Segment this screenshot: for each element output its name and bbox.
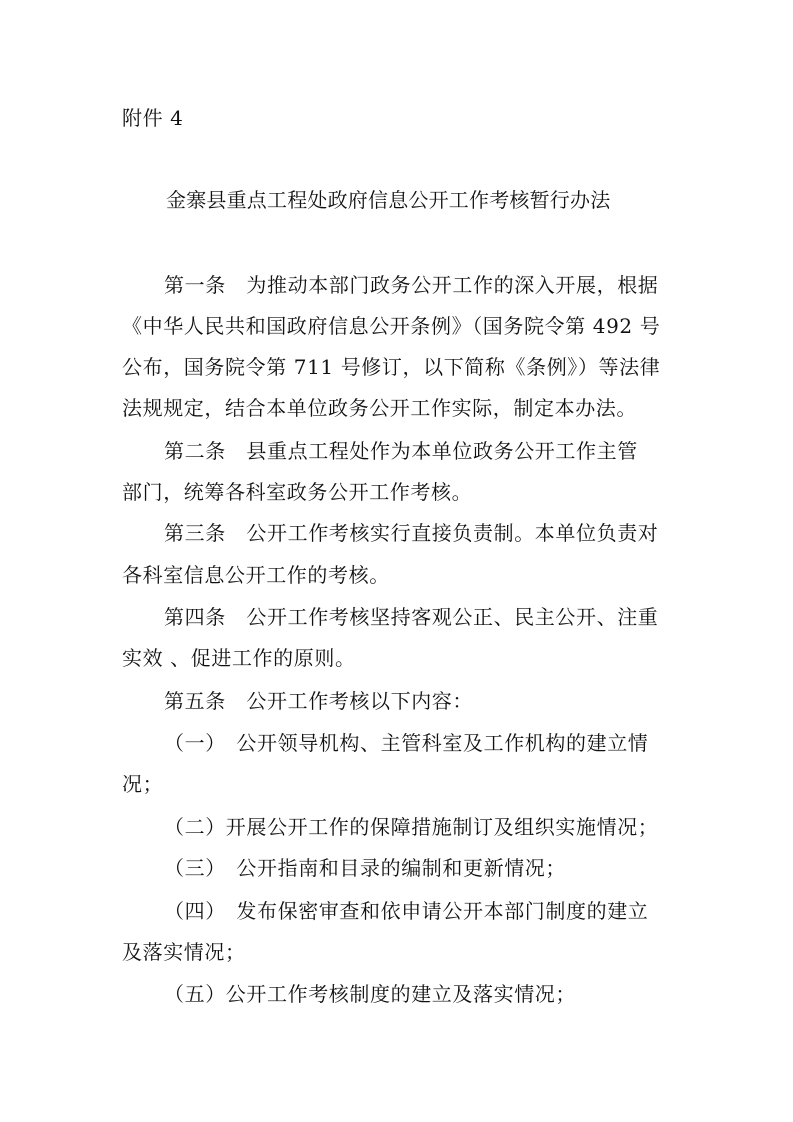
item-5-line-1: （五）公开工作考核制度的建立及落实情况；: [164, 982, 576, 1006]
article-1-line-3: 公布，国务院令第 711 号修订，以下简称《条例》）等法律: [122, 355, 661, 379]
article-5-line-1: 第五条 公开工作考核以下内容：: [164, 689, 473, 713]
article-2-line-2: 部门，统筹各科室政务公开工作考核。: [122, 480, 473, 504]
item-1-line-2: 况；: [122, 772, 164, 796]
article-4-line-1: 第四条 公开工作考核坚持客观公正、民主公开、注重: [164, 605, 659, 629]
document-title: 金寨县重点工程处政府信息公开工作考核暂行办法: [166, 188, 611, 212]
item-3-line-1: （三） 公开指南和目录的编制和更新情况；: [164, 856, 566, 880]
attachment-label: 附件 4: [122, 106, 184, 130]
article-1-line-2: 《中华人民共和国政府信息公开条例》（国务院令第 492 号: [122, 314, 661, 338]
article-3-line-1: 第三条 公开工作考核实行直接负责制。本单位负责对: [164, 521, 659, 545]
article-3-line-2: 各科室信息公开工作的考核。: [122, 563, 390, 587]
article-2-line-1: 第二条 县重点工程处作为本单位政务公开工作主管: [164, 439, 638, 463]
item-4-line-1: （四） 发布保密审查和依申请公开本部门制度的建立: [164, 899, 649, 923]
article-4-line-2: 实效 、促进工作的原则。: [122, 646, 356, 670]
item-2-line-1: （二）开展公开工作的保障措施制订及组织实施情况；: [164, 815, 659, 839]
article-1-line-4: 法规规定，结合本单位政务公开工作实际，制定本办法。: [122, 396, 637, 420]
item-1-line-1: （一） 公开领导机构、主管科室及工作机构的建立情: [164, 731, 649, 755]
article-1-line-1: 第一条 为推动本部门政务公开工作的深入开展，根据: [164, 273, 659, 297]
item-4-line-2: 及落实情况；: [122, 940, 246, 964]
